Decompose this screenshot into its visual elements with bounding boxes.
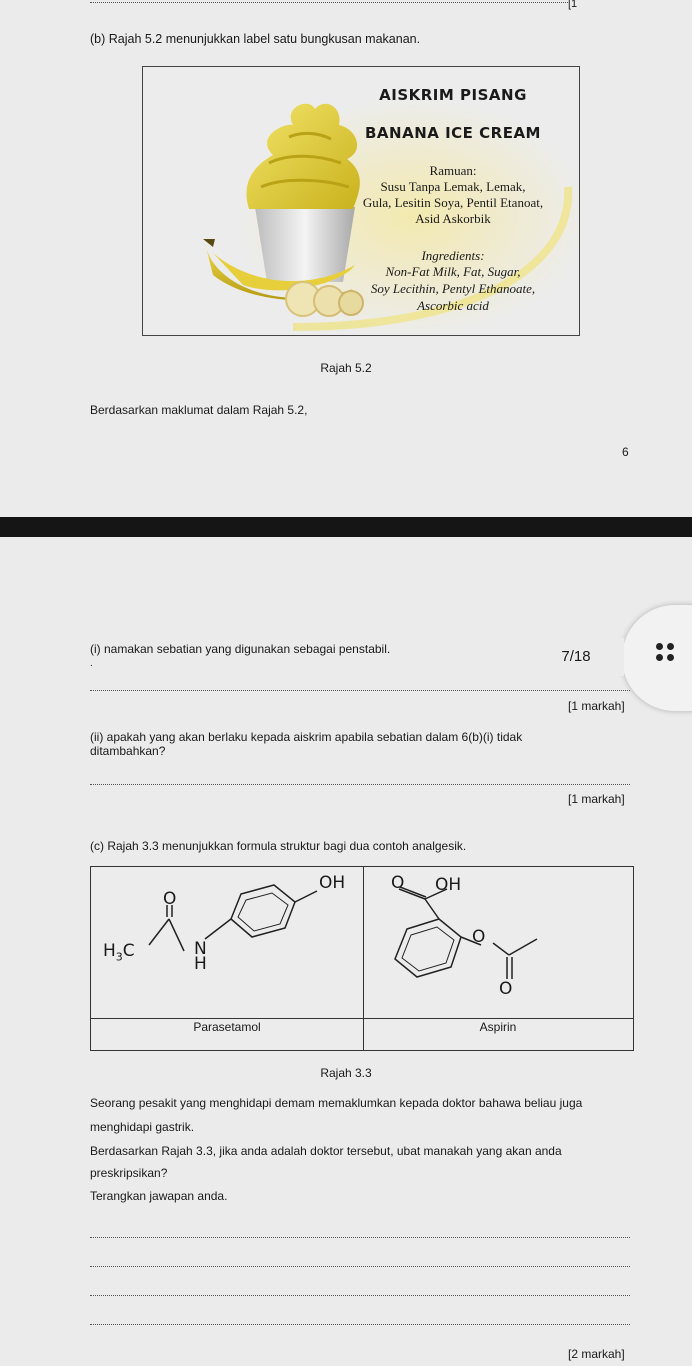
atom-label: O bbox=[391, 873, 405, 893]
food-label-figure bbox=[142, 66, 580, 336]
ramuan-line: Susu Tanpa Lemak, Lemak, bbox=[380, 179, 526, 194]
atom-label: H bbox=[194, 954, 207, 974]
question-b-intro: (b) Rajah 5.2 menunjukkan label satu bungkusan makanan. bbox=[90, 32, 421, 46]
atom-label-h3c: $H_3C$ bbox=[103, 941, 135, 964]
aspirin-label: Aspirin bbox=[479, 1020, 517, 1034]
page-number: 6 bbox=[622, 445, 629, 459]
question-b-ii-text-line2: ditambahkan? bbox=[90, 744, 166, 758]
ramuan-line: Gula, Lesitin Soya, Pentil Etanoat, bbox=[362, 195, 544, 210]
ingredients-line: Non-Fat Milk, Fat, Sugar, bbox=[385, 264, 521, 279]
question-b-i-marks: [1 markah] bbox=[568, 699, 625, 713]
figure-caption-3-3: Rajah 3.3 bbox=[320, 1066, 372, 1080]
question-c-marks: [2 markah] bbox=[568, 1347, 625, 1361]
question-b-i-text: (i) namakan sebatian yang digunakan sebagai penstabil. bbox=[90, 642, 391, 656]
answer-line bbox=[90, 1295, 630, 1296]
atom-label: OH bbox=[319, 873, 346, 893]
scenario-line1: Seorang pesakit yang menghidapi demam memaklumkan kepada doktor bahawa beliau juga bbox=[90, 1096, 583, 1110]
answer-line bbox=[90, 1266, 630, 1267]
label-title-malay: AISKRIM PISANG bbox=[379, 86, 527, 104]
top-marks-fragment: [1 bbox=[568, 0, 578, 10]
atom-label: N bbox=[194, 939, 207, 959]
dots-grid-icon bbox=[656, 643, 680, 667]
atom-label: O bbox=[163, 889, 177, 909]
question-b-ii-marks: [1 markah] bbox=[568, 792, 625, 806]
answer-line bbox=[90, 1237, 630, 1238]
ramuan-line: Asid Askorbik bbox=[415, 211, 491, 226]
question-b-ii-text-line1: (ii) apakah yang akan berlaku kepada aiskrim apabila sebatian dalam 6(b)(i) tidak bbox=[90, 730, 523, 744]
atom-label: O bbox=[499, 979, 513, 999]
ingredients-heading: Ingredients: bbox=[421, 248, 485, 263]
page-indicator[interactable]: 7/18 bbox=[528, 638, 624, 676]
question-c-line2: preskripsikan? bbox=[90, 1166, 168, 1180]
stray-mark: . bbox=[90, 658, 93, 669]
ingredients-line: Ascorbic acid bbox=[417, 298, 489, 313]
table-row-divider bbox=[91, 1018, 633, 1019]
question-c-instruction: Terangkan jawapan anda. bbox=[90, 1189, 228, 1203]
page-separator-bar bbox=[0, 517, 692, 537]
paracetamol-label: Parasetamol bbox=[193, 1020, 261, 1034]
figure-caption-5-2: Rajah 5.2 bbox=[320, 361, 372, 375]
label-title-english: BANANA ICE CREAM bbox=[365, 124, 541, 142]
ramuan-heading: Ramuan: bbox=[429, 163, 477, 178]
answer-line bbox=[90, 1324, 630, 1325]
answer-line bbox=[90, 2, 570, 3]
structure-table bbox=[90, 866, 634, 1051]
atom-label: OH bbox=[435, 875, 462, 895]
answer-line bbox=[90, 690, 630, 691]
ingredients-line: Soy Lecithin, Pentyl Ethanoate, bbox=[370, 281, 536, 296]
question-c-intro: (c) Rajah 3.3 menunjukkan formula struktur bagi dua contoh analgesik. bbox=[90, 839, 467, 853]
question-b-prompt: Berdasarkan maklumat dalam Rajah 5.2, bbox=[90, 403, 308, 417]
question-c-line1: Berdasarkan Rajah 3.3, jika anda adalah doktor tersebut, ubat manakah yang akan anda bbox=[90, 1144, 562, 1158]
atom-label: O bbox=[472, 927, 486, 947]
scenario-line2: menghidapi gastrik. bbox=[90, 1120, 195, 1134]
answer-line bbox=[90, 784, 630, 785]
